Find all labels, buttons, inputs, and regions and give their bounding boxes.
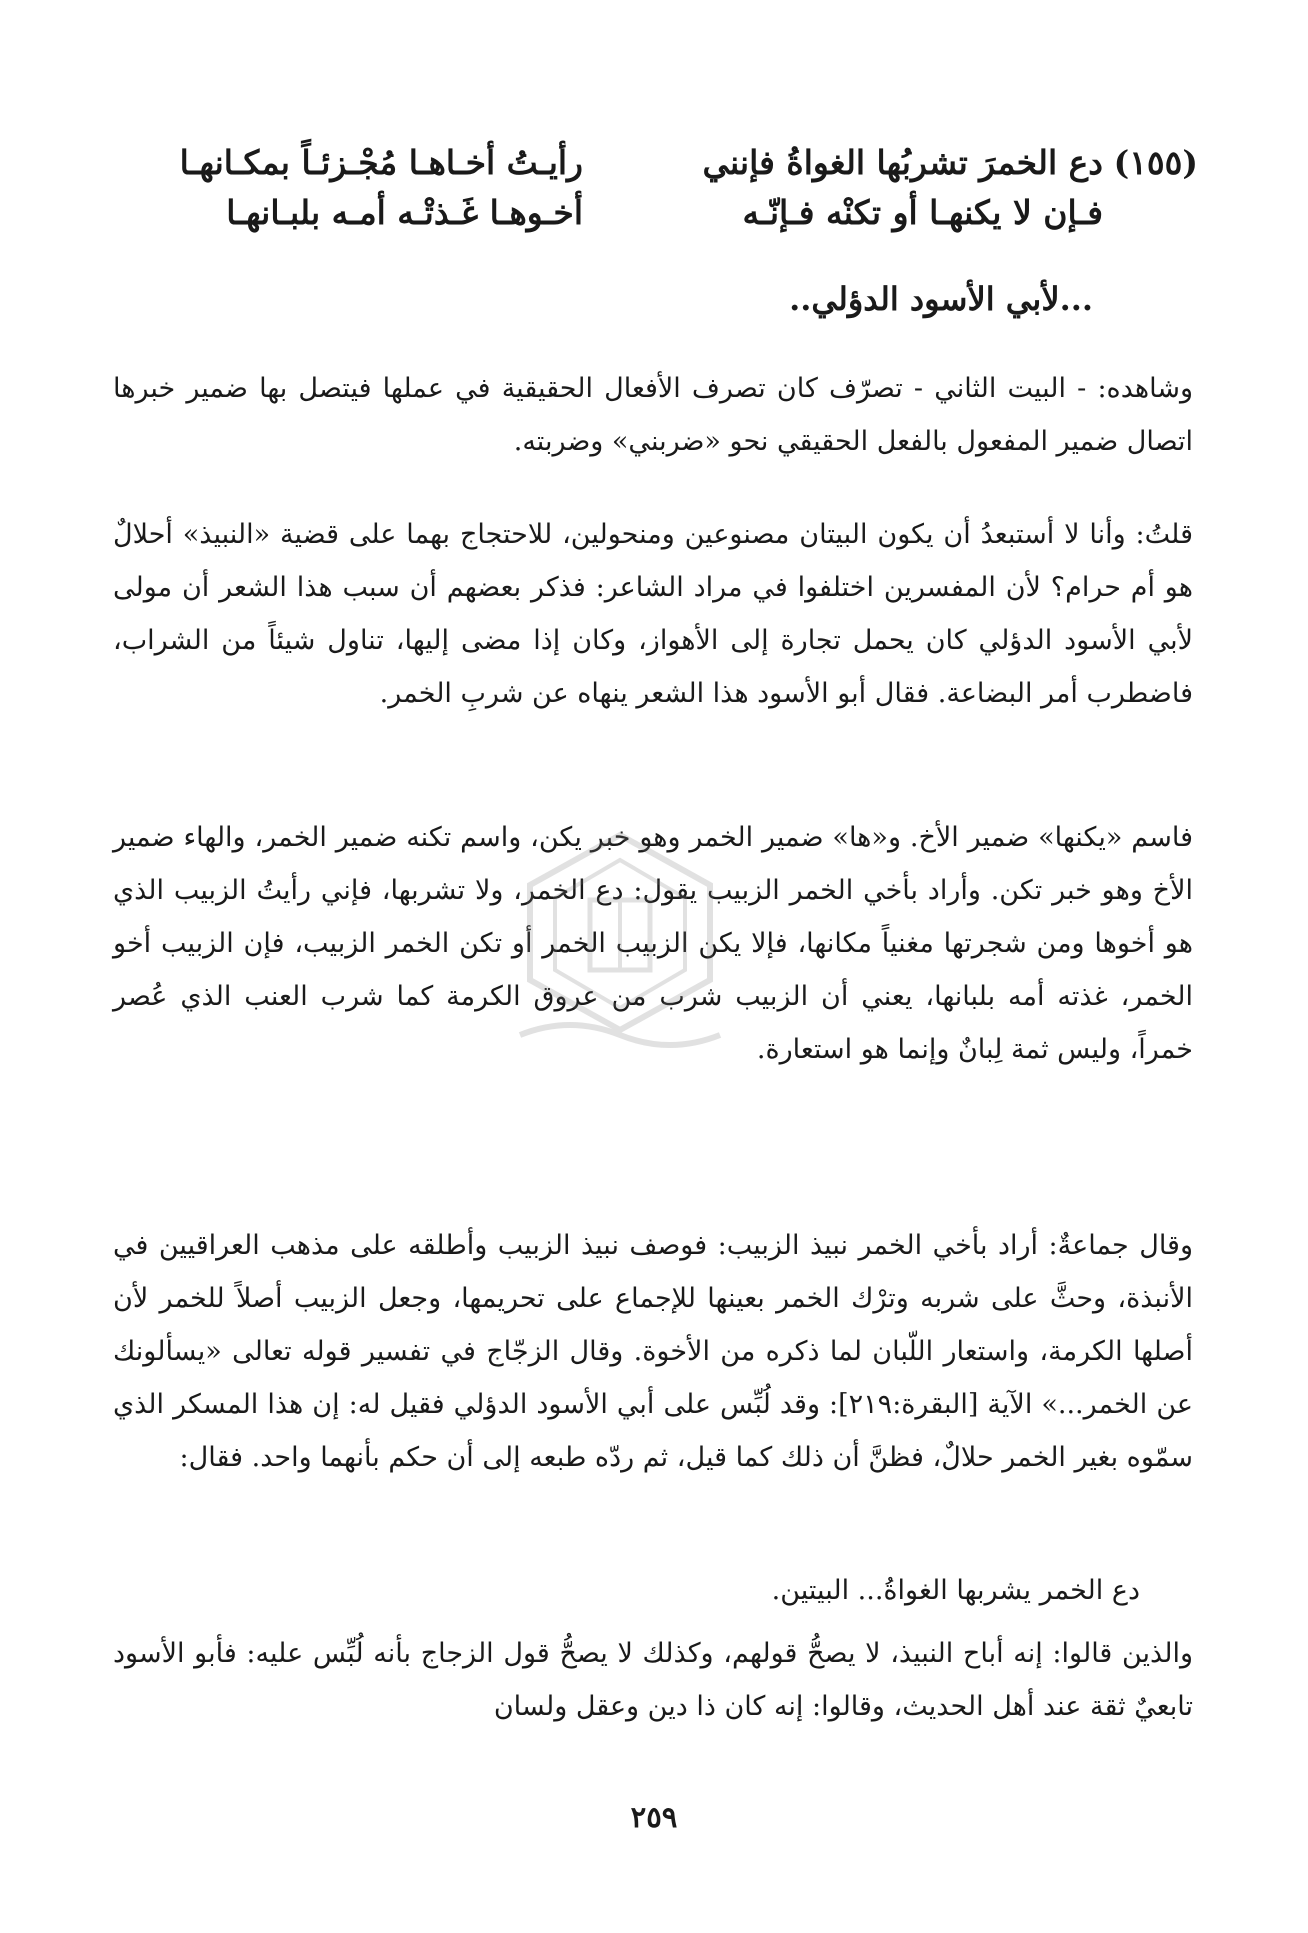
poem-attribution: ...لأبي الأسود الدؤلي.. [789, 280, 1093, 318]
poem-block [103, 138, 1198, 238]
poem-number: (١٥٥) [1113, 143, 1198, 182]
poem-line-1-second-hemistich: رأيـتُ أخـاهـا مُجْـزئـاً بمكـانهـا [179, 143, 583, 182]
poem-line-1 [103, 138, 1198, 188]
paragraph-group-opinion: وقال جماعةٌ: أراد بأخي الخمر نبيذ الزبيب: فوصف نبيذ الزبيب وأطلقه على مذهب العراقيين في الأنبذة، وحثَّ على شربه وترْك الخمر بعينها للإجماع على تحريمها، وجعل الزبيب أصلاً للخمر لأن أصلها الكرمة، واستعار اللّبان لما ذكره من الأخوة. وقال الزجّاج في تفسير قوله تعالى «يسألونك عن الخمر...» الآية [البقرة:٢١٩]: وقد لُبِّس على أبي الأسود الدؤلي فقيل له: إن هذا المسكر الذي سمّوه بغير الخمر حلالٌ، فظنَّ أن ذلك كما قيل، ثم ردّه طبعه إلى أن حكم بأنهما واحد. فقال: [113, 1230, 1193, 1473]
poem-line-2 [103, 188, 1198, 238]
paragraph-rebuttal: والذين قالوا: إنه أباح النبيذ، لا يصحُّ قولهم، وكذلك لا يصحُّ قول الزجاج بأنه لُبِّس عليه: فأبو الأسود تابعيٌ ثقة عند أهل الحديث، وقالوا: إنه كان ذا دين وعقل ولسان [113, 1638, 1193, 1722]
paragraph-evidence: وشاهده: - البيت الثاني - تصرّف كان تصرف الأفعال الحقيقية في عملها فيتصل بها ضمير خبرها اتصال ضمير المفعول بالفعل الحقيقي نحو «ضربني» وضربته. [113, 373, 1193, 457]
paragraph-grammar-explanation: فاسم «يكنها» ضمير الأخ. و«ها» ضمير الخمر وهو خبر يكن، واسم تكنه ضمير الخمر، والهاء ضمير الأخ وهو خبر تكن. وأراد بأخي الخمر الزبيب يقول: دع الخمر، ولا تشربها، فإني رأيتُ الزبيب الذي هو أخوها ومن شجرتها مغنياً مكانها، فإلا يكن الزبيب الخمر أو تكن الخمر الزبيب، فإن الزبيب أخو الخمر، غذته أمه بلبانها، يعني أن الزبيب شرب من عروق الكرمة كما شرب العنب الذي عُصر خمراً، وليس ثمة لِبانٌ وإنما هو استعارة. [113, 822, 1193, 1065]
poem-line-2-second-hemistich: أخـوهـا غَـذتْـه أمـه بلبـانهـا [226, 193, 583, 232]
poem-line-1-first-hemistich: دع الخمرَ تشربُها الغواةُ فإنني [702, 143, 1103, 182]
poem-indent [1103, 188, 1198, 238]
page-number: ٢٥٩ [630, 1800, 678, 1834]
quoted-verse-line: دع الخمر يشربها الغواةُ... البيتين. [771, 1575, 1140, 1606]
paragraph-author-note: قلتُ: وأنا لا أستبعدُ أن يكون البيتان مصنوعين ومنحولين، للاحتجاج بهما على قضية «النبيذ» أحلالٌ هو أم حرام؟ لأن المفسرين اختلفوا في مراد الشاعر: فذكر بعضهم أن سبب هذا الشعر أن مولى لأبي الأسود الدؤلي كان يحمل تجارة إلى الأهواز، وكان إذا مضى إليها، تناول شيئاً من الشراب، فاضطرب أمر البضاعة. فقال أبو الأسود هذا الشعر ينهاه عن شربِ الخمر. [113, 519, 1193, 709]
poem-line-2-first-hemistich: فـإن لا يكنهـا أو تكنْه فـإنّـه [742, 193, 1103, 232]
